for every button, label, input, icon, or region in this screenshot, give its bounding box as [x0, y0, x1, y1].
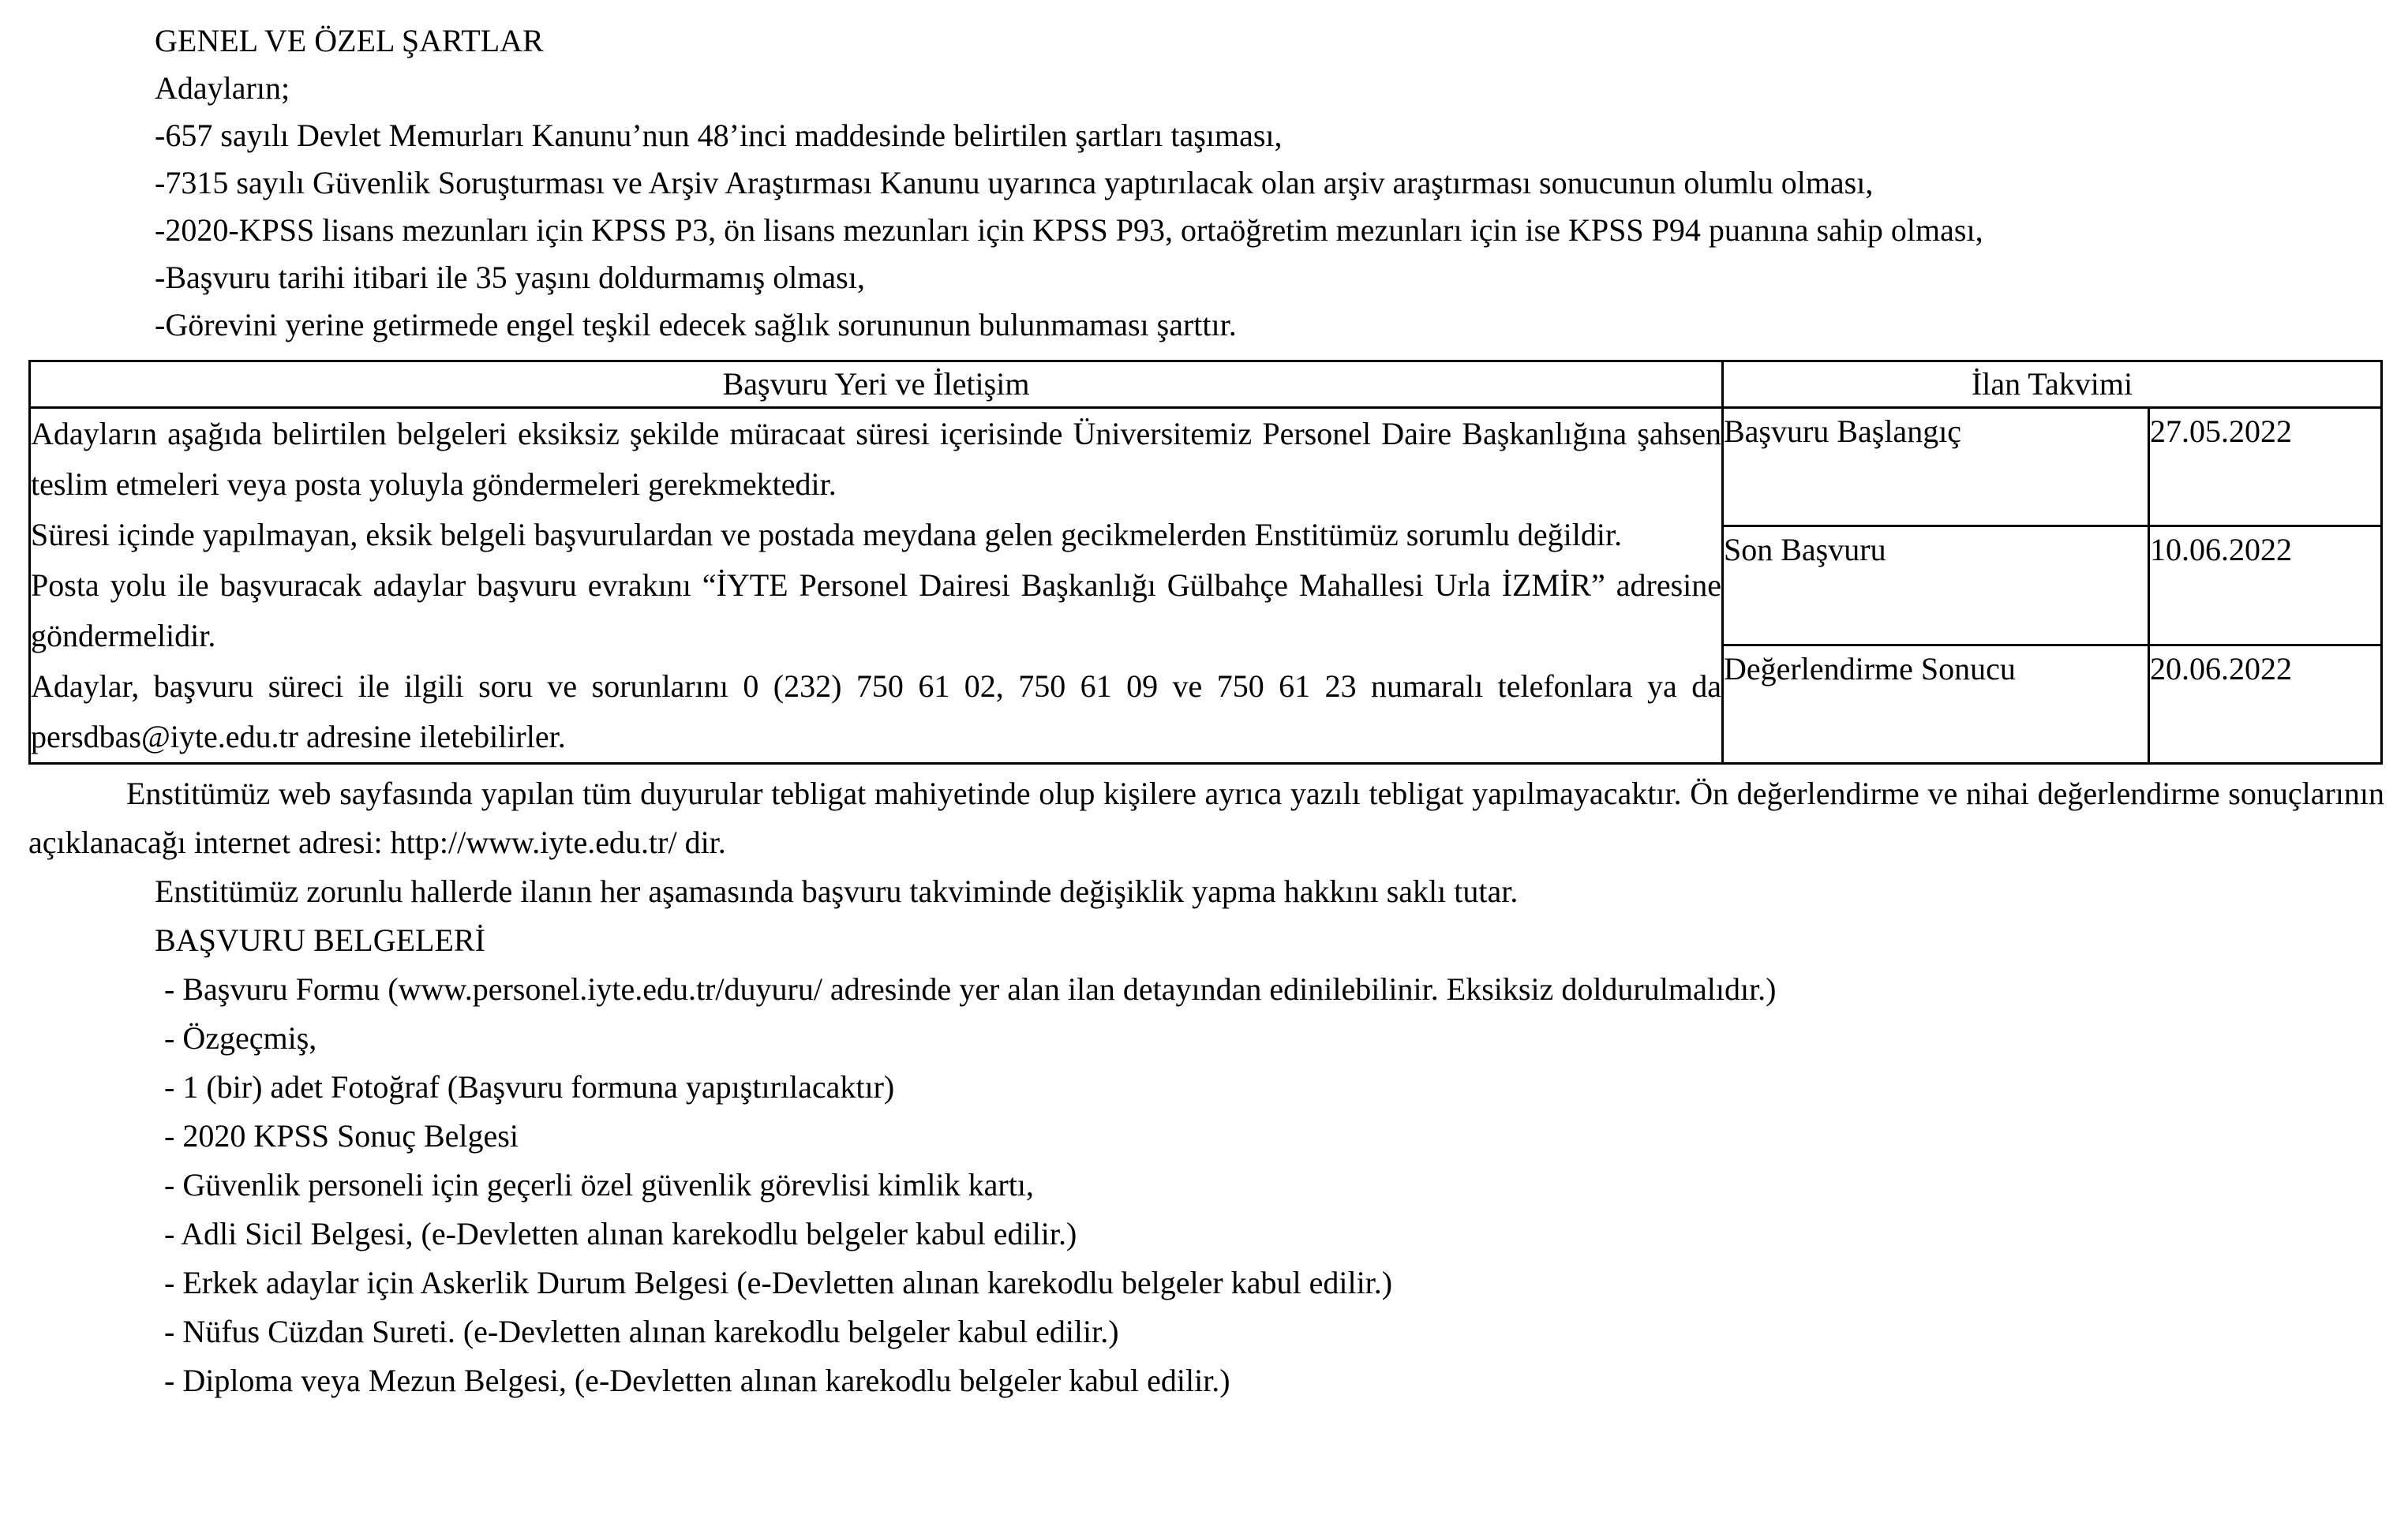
change-notice-paragraph: Enstitümüz zorunlu hallerde ilanın her aşamasında başvuru takviminde değişiklik yapma hakkını saklı tutar.: [155, 873, 1519, 909]
document-item: - Diploma veya Mezun Belgesi, (e-Devletten alınan karekodlu belgeler kabul edilir.): [164, 1363, 1230, 1398]
contact-paragraph: Adayların aşağıda belirtilen belgeleri eksiksiz şekilde müracaat süresi içerisinde Üniversitemiz Personel Daire Başkanlığına şahsen teslim etmeleri veya posta yoluyla göndermeleri gerekmektedir.: [31, 416, 1721, 502]
candidates-label: Adayların;: [155, 70, 290, 106]
application-info-table: [28, 360, 2383, 765]
condition-item: -2020-KPSS lisans mezunları için KPSS P3, ön lisans mezunları için KPSS P93, ortaöğretim mezunları için ise KPSS P94 puanına sahip olması,: [155, 212, 1983, 248]
contact-paragraph: Adaylar, başvuru süreci ile ilgili soru ve sorunlarını 0 (232) 750 61 02, 750 61 09 ve 750 61 23 numaralı telefonlara ya da persdbas@iyte.edu.tr adresine iletebilirler.: [31, 668, 1721, 754]
document-item: - Güvenlik personeli için geçerli özel güvenlik görevlisi kimlik kartı,: [164, 1167, 1034, 1203]
document-item: - Özgeçmiş,: [164, 1020, 317, 1056]
schedule-label: Son Başvuru: [1723, 526, 2149, 645]
document-item: - Adli Sicil Belgesi, (e-Devletten alınan karekodlu belgeler kabul edilir.): [164, 1216, 1077, 1251]
documents-section-title: BAŞVURU BELGELERİ: [155, 922, 485, 958]
document-item: - Başvuru Formu (www.personel.iyte.edu.tr/duyuru/ adresinde yer alan ilan detayından edinilebilinir. Eksiksiz doldurulmalıdır.): [164, 971, 1777, 1007]
schedule-date: 20.06.2022: [2149, 645, 2382, 763]
condition-item: -Görevini yerine getirmede engel teşkil edecek sağlık sorununun bulunmaması şarttır.: [155, 307, 1237, 342]
table-header-row: [30, 361, 2382, 408]
table-row: [30, 408, 2382, 526]
web-notice-paragraph: Enstitümüz web sayfasında yapılan tüm duyurular tebligat mahiyetinde olup kişilere ayrıca yazılı tebligat yapılmayacaktır. Ön değerlendirme ve nihai değerlendirme sonuçlarının açıklanacağı internet adresi: http://www.iyte.edu.tr/ dir.: [28, 776, 2384, 860]
condition-item: -7315 sayılı Güvenlik Soruşturması ve Arşiv Araştırması Kanunu uyarınca yaptırılacak olan arşiv araştırması sonucunun olumlu olması,: [155, 165, 1874, 200]
condition-item: -657 sayılı Devlet Memurları Kanunu’nun 48’inci maddesinde belirtilen şartları taşıması,: [155, 118, 1283, 153]
table-header-schedule: İlan Takvimi: [1723, 361, 2382, 408]
contact-paragraph: Posta yolu ile başvuracak adaylar başvuru evrakını “İYTE Personel Dairesi Başkanlığı Gülbahçe Mahallesi Urla İZMİR” adresine göndermelidir.: [31, 567, 1721, 653]
contact-info-cell: [30, 408, 1723, 764]
condition-item: -Başvuru tarihi itibari ile 35 yaşını doldurmamış olması,: [155, 260, 865, 295]
document-item: - Nüfus Cüzdan Sureti. (e-Devletten alınan karekodlu belgeler kabul edilir.): [164, 1314, 1119, 1349]
schedule-label: Başvuru Başlangıç: [1723, 408, 2149, 526]
table-header-contact: Başvuru Yeri ve İletişim: [30, 361, 1723, 408]
schedule-label: Değerlendirme Sonucu: [1723, 645, 2149, 763]
contact-paragraph: Süresi içinde yapılmayan, eksik belgeli başvurulardan ve postada meydana gelen gecikmelerden Enstitümüz sorumlu değildir.: [31, 517, 1623, 552]
document-item: - 1 (bir) adet Fotoğraf (Başvuru formuna yapıştırılacaktır): [164, 1069, 895, 1105]
schedule-date: 10.06.2022: [2149, 526, 2382, 645]
schedule-date: 27.05.2022: [2149, 408, 2382, 526]
document-item: - 2020 KPSS Sonuç Belgesi: [164, 1118, 519, 1154]
page-title: GENEL VE ÖZEL ŞARTLAR: [155, 23, 544, 58]
document-item: - Erkek adaylar için Askerlik Durum Belgesi (e-Devletten alınan karekodlu belgeler kabul edilir.): [164, 1265, 1393, 1300]
